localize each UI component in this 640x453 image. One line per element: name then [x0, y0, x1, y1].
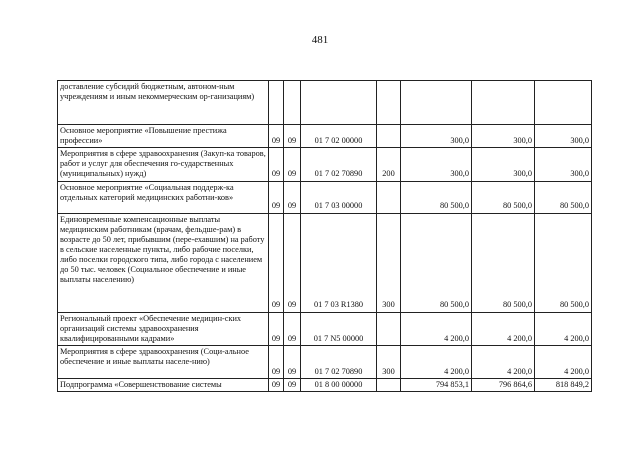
table-row [58, 181, 592, 213]
amount-year-2-cell [472, 81, 535, 125]
expense-type-cell [377, 125, 401, 148]
subsection-code-cell: 09 [284, 148, 301, 181]
table-body [58, 81, 592, 392]
subsection-code-cell: 09 [284, 378, 301, 391]
amount-year-1-cell: 80 500,0 [401, 181, 472, 213]
amount-year-3-cell: 4 200,0 [535, 312, 592, 345]
target-article-cell: 01 8 00 00000 [301, 378, 377, 391]
target-article-cell: 01 7 02 70890 [301, 148, 377, 181]
expense-type-cell: 200 [377, 148, 401, 181]
section-code-cell: 09 [269, 312, 284, 345]
table-row [58, 81, 592, 125]
subsection-code-cell: 09 [284, 125, 301, 148]
target-article-cell: 01 7 N5 00000 [301, 312, 377, 345]
expense-type-cell [377, 181, 401, 213]
table-row [58, 312, 592, 345]
row-name-cell: Основное мероприятие «Социальная поддерж-ка отдельных категорий медицинских работни-ков» [58, 181, 269, 213]
subsection-code-cell: 09 [284, 312, 301, 345]
budget-table [57, 80, 592, 392]
amount-year-3-cell: 4 200,0 [535, 345, 592, 378]
amount-year-1-cell: 300,0 [401, 125, 472, 148]
target-article-cell [301, 81, 377, 125]
target-article-cell: 01 7 03 00000 [301, 181, 377, 213]
amount-year-1-cell [401, 81, 472, 125]
table-row [58, 125, 592, 148]
target-article-cell: 01 7 02 00000 [301, 125, 377, 148]
subsection-code-cell: 09 [284, 345, 301, 378]
section-code-cell: 09 [269, 345, 284, 378]
row-name-cell: Основное мероприятие «Повышение престижа профессии» [58, 125, 269, 148]
amount-year-1-cell: 4 200,0 [401, 345, 472, 378]
amount-year-2-cell: 300,0 [472, 125, 535, 148]
table-row [58, 213, 592, 312]
amount-year-3-cell: 300,0 [535, 148, 592, 181]
row-name-cell: Мероприятия в сфере здравоохранения (Соци-альное обеспечение и иные выплаты населе-нию) [58, 345, 269, 378]
amount-year-3-cell: 300,0 [535, 125, 592, 148]
amount-year-3-cell [535, 81, 592, 125]
amount-year-2-cell: 4 200,0 [472, 312, 535, 345]
page-number: 481 [311, 34, 329, 46]
amount-year-2-cell: 80 500,0 [472, 181, 535, 213]
expense-type-cell: 300 [377, 213, 401, 312]
amount-year-3-cell: 80 500,0 [535, 213, 592, 312]
subsection-code-cell: 09 [284, 181, 301, 213]
row-name-cell: Подпрограмма «Совершенствование системы [58, 378, 269, 391]
subsection-code-cell: 09 [284, 213, 301, 312]
expense-type-cell [377, 378, 401, 391]
amount-year-3-cell: 80 500,0 [535, 181, 592, 213]
section-code-cell: 09 [269, 378, 284, 391]
section-code-cell: 09 [269, 213, 284, 312]
amount-year-2-cell: 300,0 [472, 148, 535, 181]
row-name-cell: доставление субсидий бюджетным, автоном-ным учреждениям и иным некоммерческим ор-ганизациям) [58, 81, 269, 125]
amount-year-1-cell: 80 500,0 [401, 213, 472, 312]
expense-type-cell [377, 81, 401, 125]
amount-year-2-cell: 796 864,6 [472, 378, 535, 391]
table-row [58, 148, 592, 181]
row-name-cell: Мероприятия в сфере здравоохранения (Закуп-ка товаров, работ и услуг для обеспечения го-сударственных (муниципальных) нужд) [58, 148, 269, 181]
table-row [58, 345, 592, 378]
section-code-cell: 09 [269, 181, 284, 213]
amount-year-1-cell: 300,0 [401, 148, 472, 181]
amount-year-2-cell: 80 500,0 [472, 213, 535, 312]
section-code-cell: 09 [269, 125, 284, 148]
amount-year-1-cell: 4 200,0 [401, 312, 472, 345]
row-name-cell: Региональный проект «Обеспечение медицин-ских организаций системы здравоохранения квалифицированными кадрами» [58, 312, 269, 345]
amount-year-1-cell: 794 853,1 [401, 378, 472, 391]
amount-year-2-cell: 4 200,0 [472, 345, 535, 378]
section-code-cell [269, 81, 284, 125]
subsection-code-cell [284, 81, 301, 125]
table-row [58, 378, 592, 391]
amount-year-3-cell: 818 849,2 [535, 378, 592, 391]
target-article-cell: 01 7 02 70890 [301, 345, 377, 378]
expense-type-cell: 300 [377, 345, 401, 378]
target-article-cell: 01 7 03 R1380 [301, 213, 377, 312]
expense-type-cell [377, 312, 401, 345]
section-code-cell: 09 [269, 148, 284, 181]
row-name-cell: Единовременные компенсационные выплаты медицинским работникам (врачам, фельдше-рам) в возрасте до 50 лет, прибывшим (пере-ехавшим) на работу в сельские населенные пункты, либо рабочие поселки, либо поселки городского типа, либо города с населением до 50 тыс. человек (Социальное обеспечение и иные выплаты населению) [58, 213, 269, 312]
